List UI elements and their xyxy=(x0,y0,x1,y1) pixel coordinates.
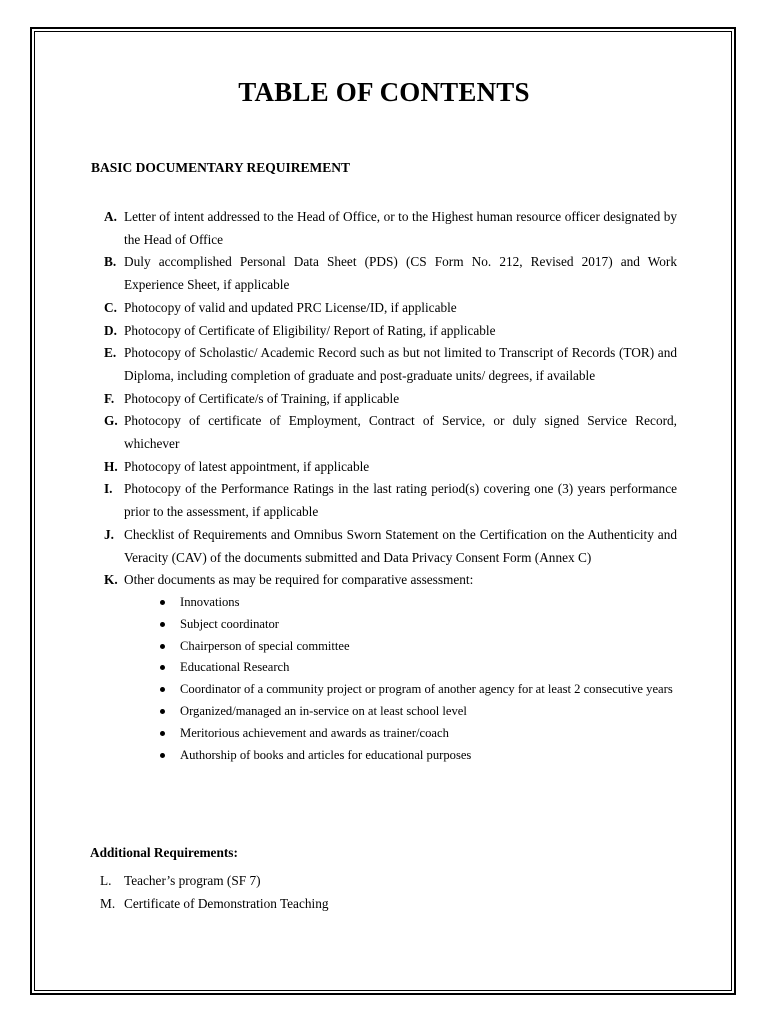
requirements-list xyxy=(90,206,677,766)
list-item xyxy=(148,723,677,745)
requirement-letter: F. xyxy=(104,390,115,406)
bullet-icon xyxy=(148,723,180,744)
bullet-text: Organized/managed an in-service on at least school level xyxy=(180,703,467,718)
list-item xyxy=(148,679,677,701)
requirement-text: Photocopy of the Performance Ratings in the last rating period(s) covering one (3) years performance prior to the assessment, if applicable xyxy=(124,481,677,520)
bullet-icon xyxy=(148,592,180,613)
requirement-letter: A. xyxy=(104,209,117,224)
requirement-text: Photocopy of Certificate/s of Training, if applicable xyxy=(124,390,400,406)
bullet-icon xyxy=(148,679,180,700)
requirement-letter: I. xyxy=(104,481,113,497)
list-item xyxy=(148,592,677,614)
list-item xyxy=(148,614,677,636)
bullet-icon xyxy=(148,636,180,657)
requirement-text: Checklist of Requirements and Omnibus Sworn Statement on the Certification on the Authenticity and Veracity (CAV) of the documents submitted and Data Privacy Consent Form (Annex C) xyxy=(124,526,677,565)
page-title: TABLE OF CONTENTS xyxy=(238,77,530,107)
bullet-text: Authorship of books and articles for educational purposes xyxy=(180,747,472,762)
additional-requirements-heading: Additional Requirements: xyxy=(90,845,238,860)
additional-item-l xyxy=(90,870,677,893)
requirement-item-d xyxy=(90,320,677,343)
bullet-icon xyxy=(148,657,180,678)
additional-text: Certificate of Demonstration Teaching xyxy=(124,895,329,911)
requirement-text: Letter of intent addressed to the Head of Office, or to the Highest human resource officer designated by the Head of Office xyxy=(124,209,677,247)
additional-letter: M. xyxy=(100,895,116,911)
requirement-text: Photocopy of latest appointment, if applicable xyxy=(124,458,370,474)
requirement-letter: J. xyxy=(104,526,114,542)
requirement-item-g xyxy=(90,410,677,455)
additional-letter: L. xyxy=(100,873,112,888)
requirement-item-f xyxy=(90,388,677,411)
other-documents-list xyxy=(148,592,677,766)
list-item xyxy=(148,701,677,723)
requirement-letter: H. xyxy=(104,458,118,474)
requirement-text: Photocopy of Certificate of Eligibility/ Report of Rating, if applicable xyxy=(124,322,496,338)
bullet-text: Meritorious achievement and awards as trainer/coach xyxy=(180,725,449,740)
bullet-icon xyxy=(148,745,180,766)
requirement-item-h xyxy=(90,456,677,479)
requirement-item-i xyxy=(90,478,677,523)
list-item xyxy=(148,657,677,679)
requirement-letter: K. xyxy=(104,572,118,588)
requirement-letter: C. xyxy=(104,299,117,315)
section-heading: BASIC DOCUMENTARY REQUIREMENT xyxy=(91,160,351,175)
requirement-letter: E. xyxy=(104,345,117,361)
bullet-text: Subject coordinator xyxy=(180,616,279,631)
additional-item-m xyxy=(90,893,677,916)
requirement-item-a xyxy=(90,206,677,251)
requirement-text: Duly accomplished Personal Data Sheet (PDS) (CS Form No. 212, Revised 2017) and Work Experience Sheet, if applicable xyxy=(124,254,677,293)
requirement-item-k xyxy=(90,569,677,592)
requirement-item-b xyxy=(90,251,677,296)
bullet-icon xyxy=(148,614,180,635)
requirement-text: Photocopy of certificate of Employment, Contract of Service, or duly signed Service Record, whichever xyxy=(124,413,677,452)
requirement-letter: B. xyxy=(104,254,117,270)
list-item xyxy=(148,636,677,658)
bullet-text: Coordinator of a community project or program of another agency for at least 2 consecutive years xyxy=(180,682,673,697)
requirement-item-c xyxy=(90,297,677,320)
bullet-text: Educational Research xyxy=(180,660,290,675)
requirement-item-e xyxy=(90,342,677,387)
requirement-letter: G. xyxy=(104,413,118,429)
requirement-text: Other documents as may be required for comparative assessment: xyxy=(124,572,474,588)
bullet-text: Innovations xyxy=(180,594,240,609)
bullet-icon xyxy=(148,701,180,722)
requirement-text: Photocopy of Scholastic/ Academic Record such as but not limited to Transcript of Records (TOR) and Diploma, including completion of graduate and post-graduate units/ degrees, if available xyxy=(124,345,677,383)
requirement-letter: D. xyxy=(104,322,117,338)
additional-requirements-list xyxy=(90,870,677,915)
requirement-text: Photocopy of valid and updated PRC License/ID, if applicable xyxy=(124,299,457,315)
list-item xyxy=(148,745,677,767)
additional-text: Teacher’s program (SF 7) xyxy=(124,873,261,888)
bullet-text: Chairperson of special committee xyxy=(180,638,350,653)
requirement-item-j xyxy=(90,524,677,569)
